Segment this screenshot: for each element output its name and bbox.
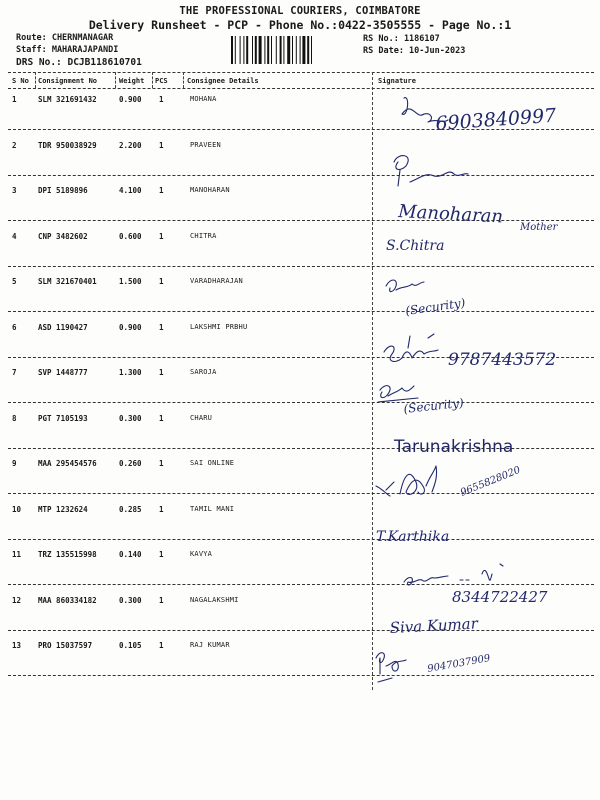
- row-pcs: 1: [159, 550, 164, 559]
- signature-phone: 6903840997: [434, 104, 557, 135]
- row-consignment-number: MAA 295454576: [38, 459, 97, 468]
- row-consignee: SAI ONLINE: [190, 459, 235, 467]
- row-consignment-number: DPI 5189896: [38, 186, 88, 195]
- row-weight: 0.285: [119, 504, 142, 514]
- rs-date: RS Date: 10-Jun-2023: [363, 45, 466, 56]
- row-pcs: 1: [159, 277, 164, 286]
- signature-scribble: [378, 386, 418, 402]
- column-header-pcs: PCS: [155, 77, 168, 85]
- signature-name: Tarunakrishna: [394, 437, 514, 457]
- table-header-rule: [8, 88, 594, 89]
- row-consignment-number: CNP 3482602: [38, 231, 88, 241]
- row-weight: 0.105: [119, 641, 142, 650]
- row-sno: 5: [12, 277, 17, 286]
- row-consignee: LAKSHMI PRBHU: [190, 322, 248, 331]
- row-weight: 1.500: [119, 277, 142, 286]
- row-consignee: KAVYA: [190, 550, 213, 558]
- row-consignment-number: SLM 321670401: [38, 277, 97, 286]
- signature-note: (Security): [404, 295, 467, 318]
- row-pcs: 1: [159, 368, 164, 377]
- signature-scribble: [394, 156, 468, 186]
- row-weight: 0.600: [119, 231, 142, 241]
- row-pcs: 1: [159, 186, 164, 195]
- drs-number: DRS No.: DCJB118610701: [16, 57, 142, 68]
- barcode-bar: [283, 36, 284, 64]
- row-sno: 7: [12, 368, 17, 377]
- barcode-bar: [264, 36, 265, 64]
- signature-area: [370, 90, 590, 690]
- column-divider: [115, 72, 116, 88]
- row-consignee: VARADHARAJAN: [190, 277, 243, 285]
- row-consignment-number: ASD 1190427: [38, 322, 88, 332]
- table-top-rule: [8, 72, 594, 73]
- row-sno: 9: [12, 459, 17, 468]
- sheet-meta-left: [16, 33, 142, 69]
- barcode-bar: [307, 36, 309, 64]
- row-weight: 0.900: [119, 95, 142, 104]
- barcode-bar: [259, 36, 262, 64]
- row-consignment-number: TRZ 135515998: [38, 550, 97, 559]
- row-sno: 2: [12, 140, 17, 150]
- row-pcs: 1: [159, 95, 164, 104]
- row-consignee: CHITRA: [190, 231, 217, 240]
- row-consignment-number: PRO 15037597: [38, 641, 93, 650]
- row-consignee: MANOHARAN: [190, 186, 230, 194]
- row-weight: 4.100: [119, 186, 142, 195]
- barcode-bar: [231, 36, 233, 64]
- row-consignee: TAMIL MANI: [190, 504, 235, 513]
- barcode-bar: [311, 36, 312, 64]
- row-weight: 0.300: [119, 595, 142, 605]
- row-consignee: CHARU: [190, 413, 213, 422]
- row-weight: 1.300: [119, 368, 142, 377]
- route-label: Route: CHERNMANAGAR: [16, 33, 114, 43]
- row-pcs: 1: [159, 641, 164, 650]
- row-sno: 4: [12, 231, 17, 241]
- row-pcs: 1: [159, 140, 164, 150]
- signature-scribble: [376, 466, 437, 496]
- row-sno: 13: [12, 641, 22, 650]
- signature-phone: 9787443572: [448, 350, 557, 370]
- row-weight: 0.900: [119, 322, 142, 332]
- signature-name: S.Chitra: [386, 238, 445, 254]
- row-sno: 3: [12, 186, 17, 195]
- signature-scribble: [386, 280, 424, 292]
- signature-phone: 8344722427: [452, 588, 548, 606]
- row-pcs: 1: [159, 459, 164, 468]
- row-consignee: MOHANA: [190, 95, 217, 103]
- barcode-bar: [300, 36, 301, 64]
- barcode-bar: [240, 36, 241, 64]
- row-consignment-number: MAA 860334182: [38, 595, 97, 605]
- column-divider: [183, 72, 184, 88]
- barcode-bar: [287, 36, 290, 64]
- row-weight: 2.200: [119, 140, 142, 150]
- row-sno: 11: [12, 550, 22, 559]
- row-consignment-number: TDR 950038929: [38, 140, 97, 150]
- row-sno: 12: [12, 595, 22, 605]
- row-sno: 8: [12, 413, 17, 423]
- row-sno: 10: [12, 504, 22, 514]
- runsheet-title: Delivery Runsheet - PCP - Phone No.:0422-3505555 - Page No.:1: [88, 18, 512, 32]
- signature-scribble: [404, 564, 503, 585]
- row-sno: 1: [12, 95, 17, 104]
- row-pcs: 1: [159, 231, 164, 241]
- column-divider: [152, 72, 153, 88]
- column-header-consignee: Consignee Details: [187, 77, 259, 85]
- column-header-weight: Weight: [119, 77, 145, 85]
- row-consignee: RAJ KUMAR: [190, 641, 230, 649]
- signature-scribble: [376, 653, 406, 682]
- signature-phone: 9047037909: [426, 653, 492, 675]
- signature-name: Siva Kumar: [389, 614, 479, 637]
- row-sno: 6: [12, 322, 17, 332]
- row-weight: 0.260: [119, 459, 142, 468]
- sheet-meta-right: [363, 34, 465, 57]
- barcode-bar: [276, 36, 277, 64]
- barcode-bar: [302, 36, 305, 64]
- row-consignment-number: MTP 1232624: [38, 504, 88, 514]
- row-pcs: 1: [159, 413, 164, 423]
- barcode-bar: [252, 36, 253, 64]
- row-pcs: 1: [159, 322, 164, 332]
- row-consignee: PRAVEEN: [190, 140, 221, 149]
- barcode-bar: [246, 36, 248, 64]
- column-header-consignment: Consignment No: [38, 77, 98, 85]
- row-consignment-number: SLM 321691432: [38, 95, 97, 104]
- barcode-bar: [271, 36, 272, 64]
- staff-label: Staff: MAHARAJAPANDI: [16, 44, 119, 55]
- column-divider: [35, 72, 36, 88]
- signature-scribble: [384, 334, 438, 361]
- signature-relation: Mother: [520, 222, 558, 233]
- column-header-signature: Signature: [378, 77, 416, 85]
- row-pcs: 1: [159, 595, 164, 605]
- row-consignment-number: SVP 1448777: [38, 368, 88, 377]
- row-consignee: NAGALAKSHMI: [190, 595, 239, 604]
- barcode-bar: [280, 36, 282, 64]
- barcode-bar: [296, 36, 297, 64]
- row-weight: 0.140: [119, 550, 142, 559]
- signature-note: (Security): [402, 395, 465, 416]
- barcode-bar: [235, 36, 236, 64]
- row-weight: 0.300: [119, 413, 142, 423]
- column-header-sno: S No: [12, 77, 29, 85]
- company-title: THE PROFESSIONAL COURIERS, COIMBATORE: [179, 5, 421, 17]
- barcode-bar: [255, 36, 257, 64]
- row-consignment-number: PGT 7105193: [38, 413, 88, 423]
- barcode: [231, 36, 355, 64]
- signature-name: T.Karthika: [376, 529, 450, 545]
- barcode-bar: [243, 36, 244, 64]
- signature-name: Manoharan: [397, 201, 504, 228]
- signature-phone: 9655828020: [459, 464, 523, 499]
- barcode-bar: [292, 36, 293, 64]
- rs-number: RS No.: 1186107: [363, 34, 440, 44]
- row-pcs: 1: [159, 504, 164, 514]
- row-consignee: SAROJA: [190, 368, 217, 376]
- barcode-bar: [267, 36, 269, 64]
